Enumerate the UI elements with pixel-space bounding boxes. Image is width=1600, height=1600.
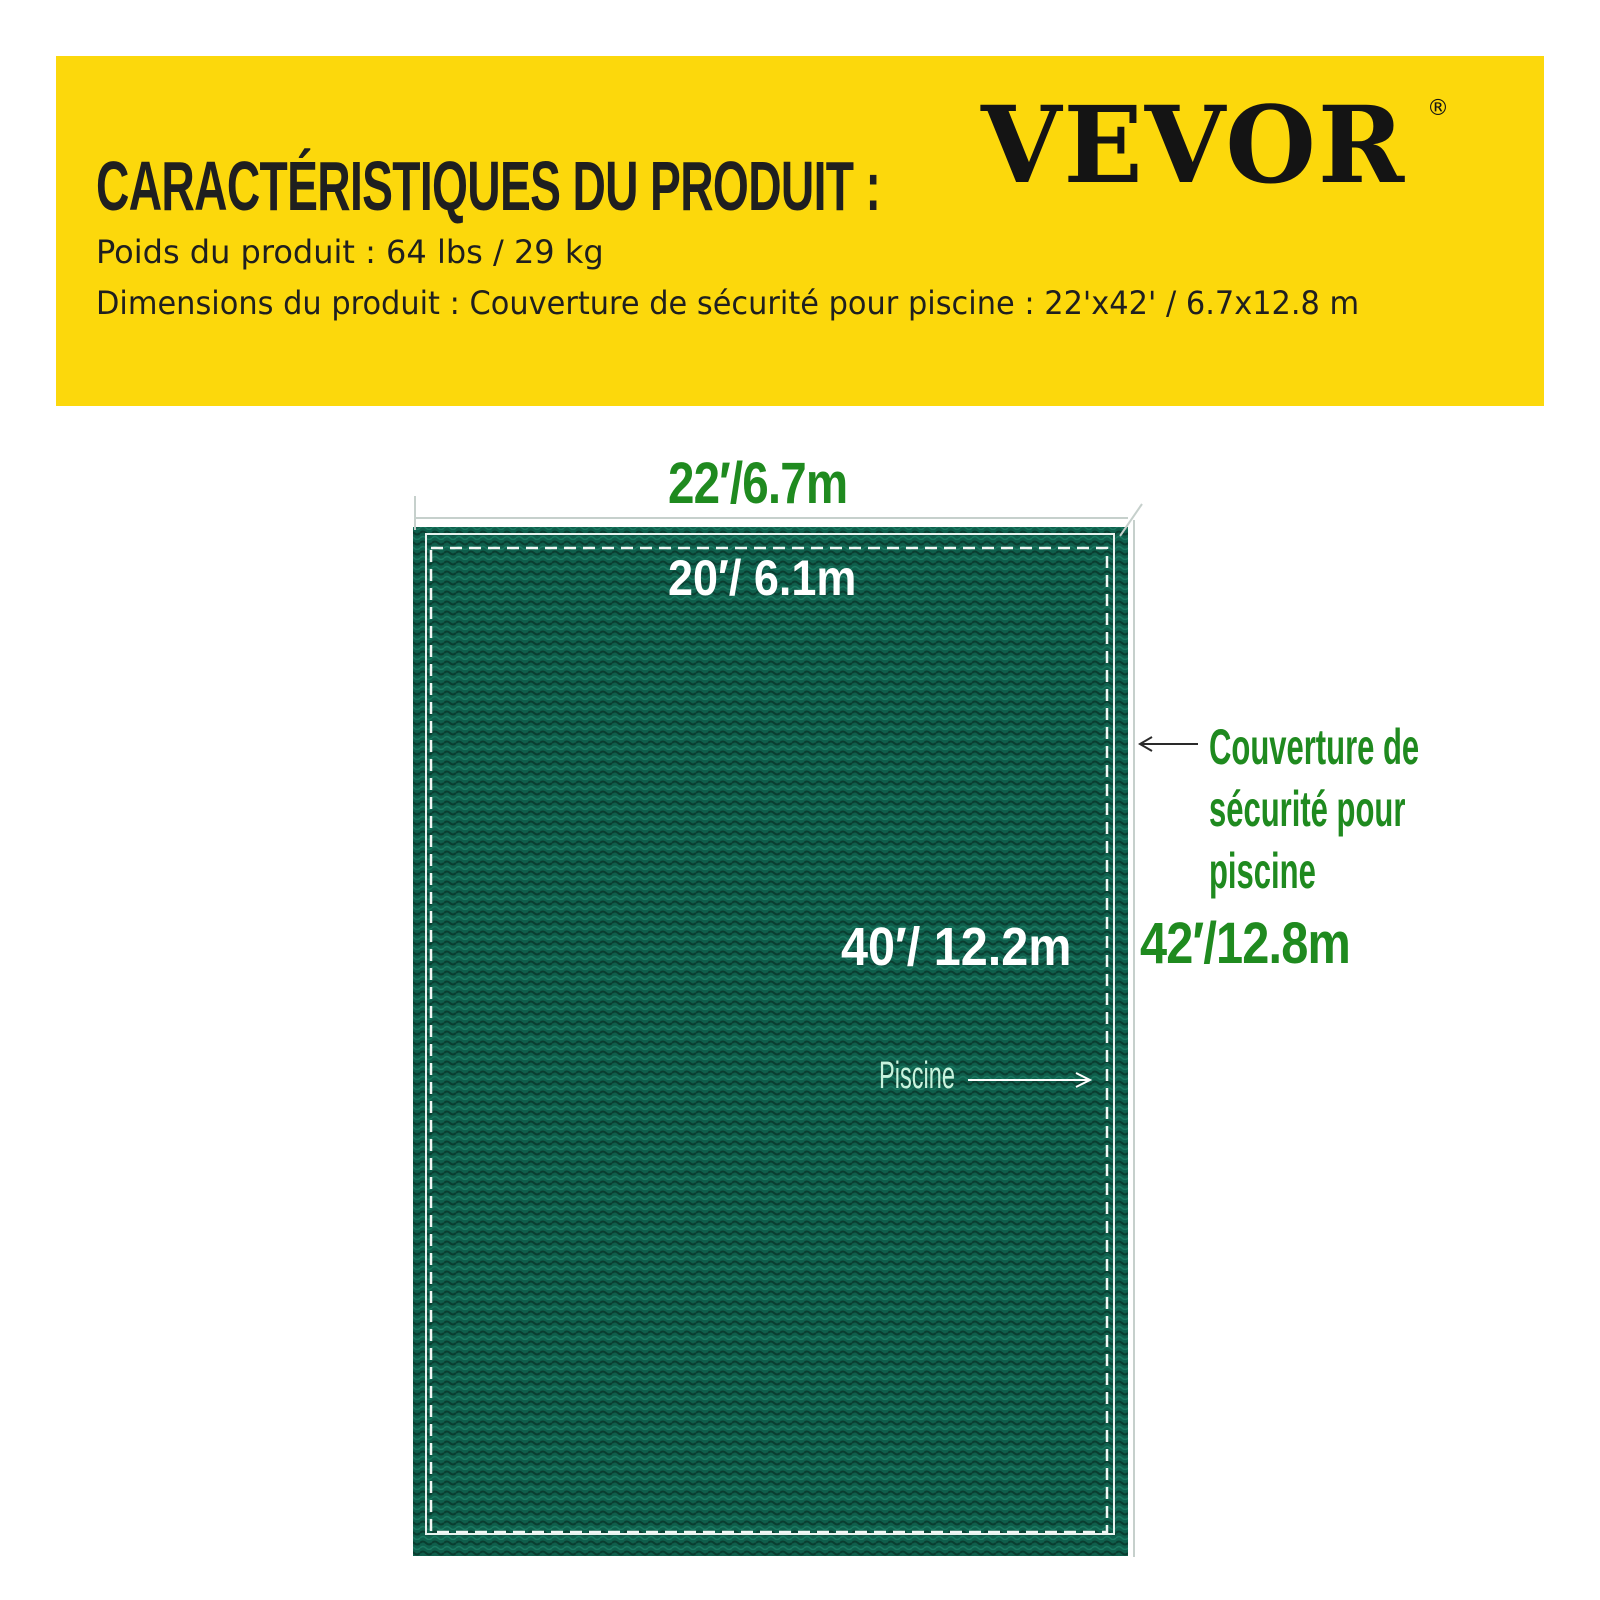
banner-title: CARACTÉRISTIQUES DU PRODUIT :	[96, 147, 881, 225]
vevor-logo: VEVOR	[981, 82, 1407, 207]
cover-label: Couverture de sécurité pour piscine	[1209, 719, 1420, 899]
width-inner-label: 20′/ 6.1m	[668, 550, 857, 606]
product-weight: Poids du produit : 64 lbs / 29 kg	[96, 233, 604, 271]
width-dimension-tick-right	[1120, 504, 1142, 536]
length-inner-label: 40′/ 12.2m	[841, 917, 1072, 977]
length-outer-label: 42′/12.8m	[1140, 911, 1350, 976]
product-dimensions: Dimensions du produit : Couverture de sécurité pour piscine : 22'x42' / 6.7x12.8 m	[96, 284, 1360, 322]
registered-mark: ®	[1427, 96, 1449, 121]
width-outer-label: 22′/6.7m	[668, 451, 848, 516]
pool-label: Piscine	[879, 1055, 955, 1097]
pool-cover	[413, 527, 1128, 1556]
